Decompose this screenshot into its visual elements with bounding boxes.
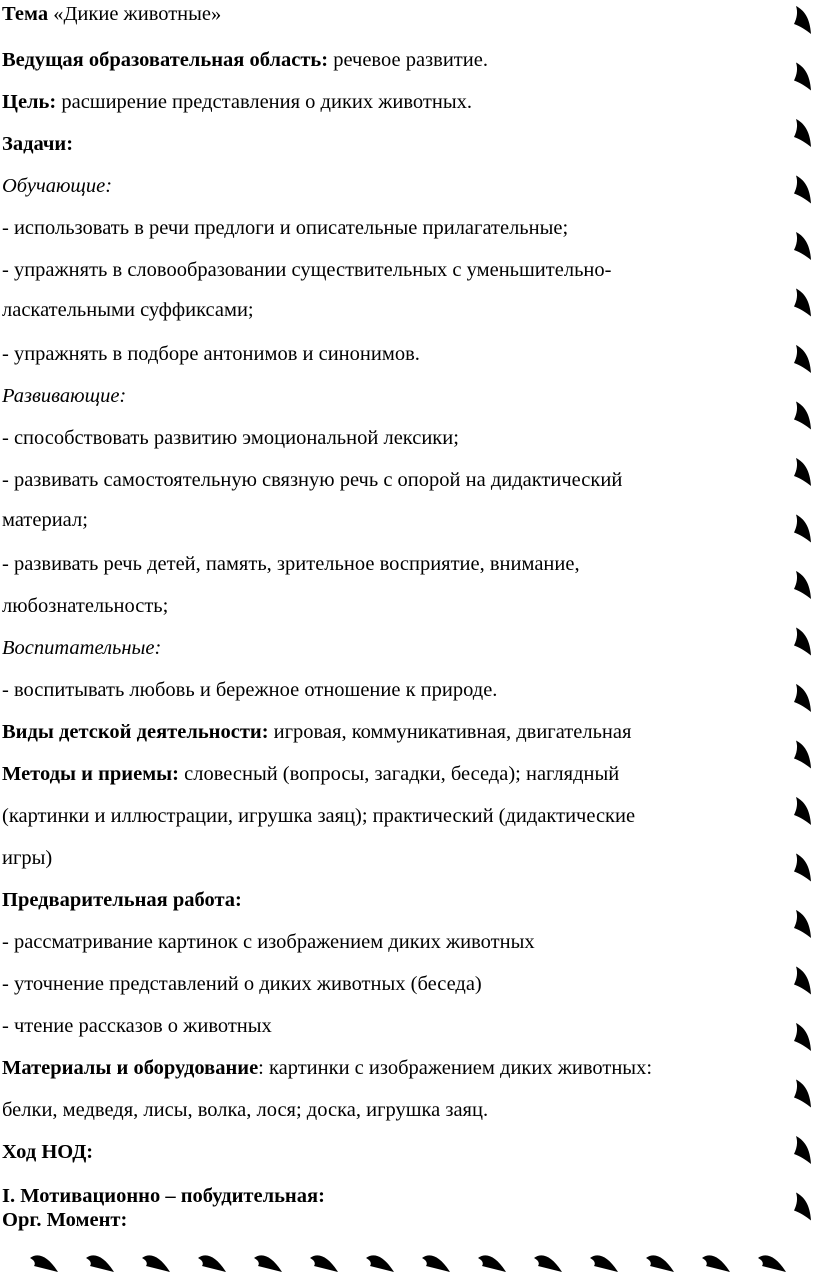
goal-label: Цель: [2,91,57,113]
topic-label: Тема [2,3,49,25]
decorative-border-mark-icon [590,1255,618,1272]
goal-line [2,90,472,114]
topic-line [2,2,221,26]
decorative-border-mark-icon [366,1255,394,1272]
decorative-border-mark-icon [794,571,811,599]
decorative-border-mark-icon [794,1136,811,1164]
developing-item: - развивать речь детей, память, зрительное восприятие, внимание, [2,553,580,575]
decorative-border-mark-icon [142,1255,170,1272]
decorative-border-mark-icon [794,119,811,147]
decorative-border-mark-icon [794,232,811,260]
decorative-border-mark-icon [794,6,811,34]
decorative-border-mark-icon [794,628,811,656]
educating-item: - воспитывать любовь и бережное отношение к природе. [2,679,498,701]
decorative-border-mark-icon [30,1255,58,1272]
teaching-item: ласкательными суффиксами; [2,299,254,321]
developing-item: материал; [2,509,88,531]
teaching-heading: Обучающие: [2,175,113,197]
developing-item: любознательность; [2,595,169,617]
decorative-border-mark-icon [794,1080,811,1108]
org-heading: Орг. Момент: [2,1209,128,1231]
developing-heading: Развивающие: [2,385,127,407]
decorative-border-bottom [0,1242,816,1282]
decorative-border-mark-icon [794,63,811,91]
decorative-border-mark-icon [794,515,811,543]
goal-value: расширение представления о диких животных. [56,91,472,113]
methods-line [2,762,619,786]
decorative-border-mark-icon [794,910,811,938]
decorative-border-mark-icon [794,176,811,204]
decorative-border-mark-icon [794,741,811,769]
decorative-border-mark-icon [198,1255,226,1272]
decorative-border-right [786,0,816,1282]
prep-item: - чтение рассказов о животных [2,1015,272,1037]
decorative-border-mark-icon [702,1255,730,1272]
materials-value: : картинки с изображением диких животных: [258,1057,653,1079]
prep-item: - рассматривание картинок с изображением диких животных [2,931,535,953]
decorative-border-mark-icon [794,1023,811,1051]
decorative-border-mark-icon [794,345,811,373]
teaching-item: - упражнять в подборе антонимов и синонимов. [2,343,420,365]
decorative-border-mark-icon [794,402,811,430]
decorative-border-mark-icon [534,1255,562,1272]
topic-value: «Дикие животные» [48,3,222,25]
decorative-border-mark-icon [758,1255,786,1272]
area-line [2,48,488,72]
materials-line [2,1056,652,1080]
educating-heading: Воспитательные: [2,637,162,659]
materials-line-continued: белки, медведя, лисы, волка, лося; доска, игрушка заяц. [2,1099,489,1121]
methods-line-continued: (картинки и иллюстрации, игрушка заяц); практический (дидактические [2,805,636,827]
decorative-border-mark-icon [646,1255,674,1272]
activities-label: Виды детской деятельности: [2,721,269,743]
teaching-item: - упражнять в словообразовании существительных с уменьшительно- [2,259,612,281]
methods-line-continued: игры) [2,847,53,869]
prep-item: - уточнение представлений о диких животных (беседа) [2,973,482,995]
decorative-border-mark-icon [794,967,811,995]
materials-label: Материалы и оборудование [2,1057,259,1079]
decorative-border-mark-icon [478,1255,506,1272]
decorative-border-mark-icon [794,1193,811,1221]
developing-item: - развивать самостоятельную связную речь с опорой на дидактический [2,469,623,491]
course-heading: Ход НОД: [2,1141,94,1163]
tasks-heading: Задачи: [2,133,74,155]
activities-value: игровая, коммуникативная, двигательная [268,721,632,743]
decorative-border-mark-icon [794,684,811,712]
stage-heading: I. Мотивационно – побудительная: [2,1185,325,1207]
decorative-border-mark-icon [86,1255,114,1272]
prep-heading: Предварительная работа: [2,889,242,911]
decorative-border-mark-icon [794,854,811,882]
methods-value: словесный (вопросы, загадки, беседа); наглядный [179,763,620,785]
decorative-border-mark-icon [310,1255,338,1272]
activities-line [2,720,631,744]
developing-item: - способствовать развитию эмоциональной лексики; [2,427,459,449]
decorative-border-mark-icon [254,1255,282,1272]
decorative-border-mark-icon [422,1255,450,1272]
area-label: Ведущая образовательная область: [2,49,329,71]
decorative-border-mark-icon [794,289,811,317]
teaching-item: - использовать в речи предлоги и описательные прилагательные; [2,217,569,239]
area-value: речевое развитие. [328,49,488,71]
decorative-border-mark-icon [794,458,811,486]
methods-label: Методы и приемы: [2,763,179,785]
decorative-border-mark-icon [794,797,811,825]
